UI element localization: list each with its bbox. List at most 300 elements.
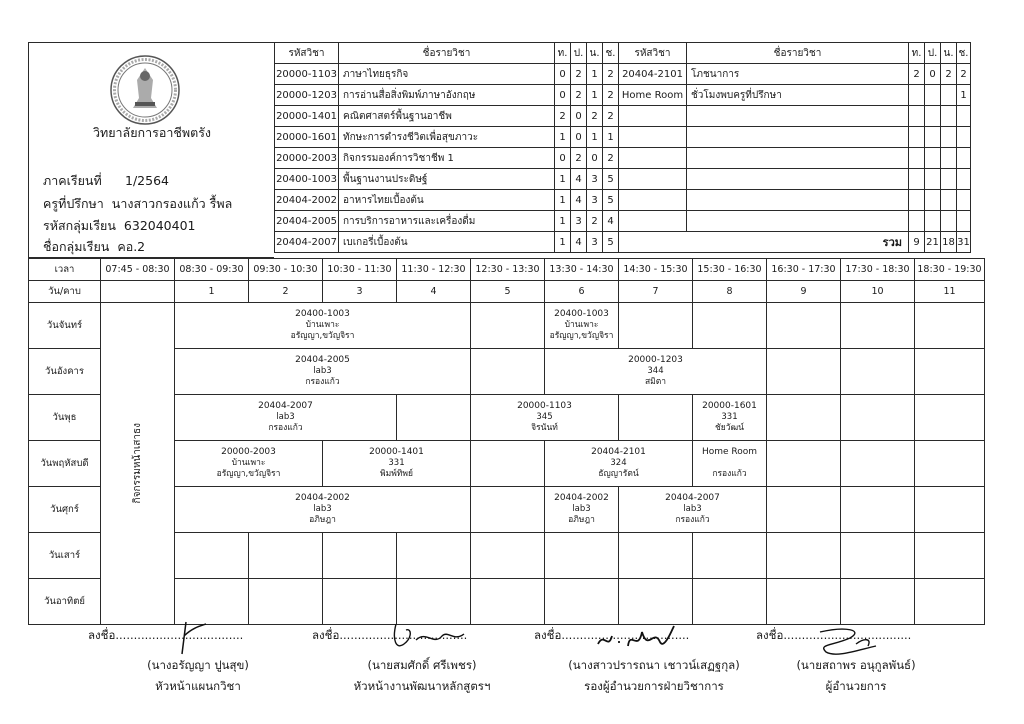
group-name-value: คอ.2 (117, 239, 146, 254)
period-number: 2 (249, 281, 323, 303)
class-code: 20404-2007 (665, 493, 720, 503)
subject-code: 20404-2007 (275, 232, 339, 253)
empty-cell (925, 211, 941, 232)
empty-slot (767, 579, 841, 625)
class-code: 20000-1601 (702, 401, 757, 411)
class-slot (175, 349, 471, 395)
header-n: น. (941, 43, 957, 64)
subject-name: ชั่วโมงพบครูที่ปรึกษา (687, 85, 909, 106)
subject-row (275, 85, 971, 106)
signature-line: ลงชื่อ................................... (312, 628, 468, 642)
class-info (323, 447, 470, 480)
class-room: บ้านเพาะ (564, 320, 599, 330)
subject-row (275, 232, 971, 253)
subject-n: 1 (587, 85, 603, 106)
empty-cell (957, 169, 971, 190)
signature-line: ลงชื่อ................................... (534, 628, 690, 642)
subject-h: 2 (603, 148, 619, 169)
subject-t: 2 (555, 106, 571, 127)
time-row (29, 259, 985, 281)
empty-slot (397, 579, 471, 625)
subject-p: 4 (571, 190, 587, 211)
class-room: lab3 (276, 412, 295, 422)
subject-code: 20000-1103 (275, 64, 339, 85)
handwritten-signature-1 (160, 618, 210, 658)
class-slot (545, 487, 619, 533)
class-teacher: กรองแก้ว (675, 515, 710, 525)
empty-slot (471, 303, 545, 349)
subject-row (275, 64, 971, 85)
subject-row (275, 169, 971, 190)
class-room: 331 (388, 458, 405, 468)
semester-label: ภาคเรียนที่ (43, 173, 102, 188)
class-slot (175, 303, 471, 349)
signer-position: หัวหน้างานพัฒนาหลักสูตรฯ (353, 679, 491, 693)
class-code: 20404-2005 (295, 355, 350, 365)
empty-slot (767, 533, 841, 579)
subject-code: 20404-2005 (275, 211, 339, 232)
time-slot: 07:45 - 08:30 (101, 259, 175, 281)
empty-slot (767, 395, 841, 441)
empty-cell (957, 106, 971, 127)
class-room: 331 (721, 412, 738, 422)
class-room: lab3 (313, 366, 332, 376)
class-room: 324 (610, 458, 627, 468)
class-code: 20000-1103 (517, 401, 572, 411)
subject-h: 2 (603, 85, 619, 106)
empty-cell (957, 127, 971, 148)
empty-cell (687, 190, 909, 211)
subject-row (275, 127, 971, 148)
period-number: 9 (767, 281, 841, 303)
empty-slot (693, 303, 767, 349)
subject-row (275, 148, 971, 169)
class-teacher: สมิตา (644, 377, 667, 387)
empty-slot (545, 533, 619, 579)
signature-line: ลงชื่อ................................... (756, 628, 912, 642)
class-room: lab3 (572, 504, 591, 514)
group-name-label: ชื่อกลุ่มเรียน (43, 239, 110, 254)
subject-code: 20000-2003 (275, 148, 339, 169)
empty-cell (925, 190, 941, 211)
period-label: วัน/คาบ (29, 281, 101, 303)
empty-slot (471, 441, 545, 487)
period-number: 1 (175, 281, 249, 303)
subject-name: การอ่านสื่อสิ่งพิมพ์ภาษาอังกฤษ (339, 85, 555, 106)
class-teacher: กรองแก้ว (712, 469, 747, 479)
subject-n: 1 (587, 64, 603, 85)
college-name: วิทยาลัยการอาชีพตรัง (92, 125, 212, 140)
empty-slot (841, 303, 915, 349)
class-info (545, 447, 692, 480)
empty-slot (841, 395, 915, 441)
empty-cell (619, 127, 687, 148)
handwritten-signature-3 (590, 622, 686, 658)
class-slot (471, 395, 619, 441)
subject-p: 0 (925, 64, 941, 85)
empty-cell (941, 127, 957, 148)
header-code: รหัสวิชา (619, 43, 687, 64)
empty-slot (841, 487, 915, 533)
header-t: ท. (555, 43, 571, 64)
subject-t: 2 (909, 64, 925, 85)
day-name: วันพุธ (29, 395, 101, 441)
empty-slot (471, 349, 545, 395)
semester-row (43, 171, 169, 191)
signature-line: ลงชื่อ................................... (88, 628, 244, 642)
class-code: 20404-2002 (295, 493, 350, 503)
signer-name: (นางอรัญญา ปูนสุข) (147, 658, 249, 672)
signer-position: หัวหน้าแผนกวิชา (155, 679, 241, 693)
class-info (545, 355, 766, 388)
handwritten-signature-4 (806, 624, 886, 660)
time-slot: 12:30 - 13:30 (471, 259, 545, 281)
empty-cell (909, 169, 925, 190)
class-code: Home Room (701, 447, 758, 457)
empty-slot (397, 533, 471, 579)
empty-slot (619, 303, 693, 349)
group-name-row (43, 237, 145, 257)
subject-n: 2 (587, 211, 603, 232)
day-name: วันเสาร์ (29, 533, 101, 579)
period-blank (101, 281, 175, 303)
timetable-grid (28, 258, 985, 625)
subject-n: 3 (587, 232, 603, 253)
period-number: 5 (471, 281, 545, 303)
empty-slot (915, 395, 985, 441)
signer-name: (นายสถาพร อนุกูลพันธ์) (796, 658, 916, 672)
subject-p: 3 (571, 211, 587, 232)
subject-t: 0 (555, 148, 571, 169)
empty-cell (957, 190, 971, 211)
subject-h: 2 (603, 106, 619, 127)
class-room: lab3 (683, 504, 702, 514)
subject-code: 20400-1003 (275, 169, 339, 190)
advisor-row (43, 194, 232, 214)
subject-h: 1 (603, 127, 619, 148)
class-teacher: อภิษฎา (309, 515, 336, 525)
empty-cell (925, 127, 941, 148)
day-name: วันศุกร์ (29, 487, 101, 533)
time-slot: 09:30 - 10:30 (249, 259, 323, 281)
class-code: 20400-1003 (295, 309, 350, 319)
subject-h: 5 (603, 169, 619, 190)
empty-cell (619, 190, 687, 211)
signer-position: ผู้อำนวยการ (825, 679, 887, 693)
class-code: 20000-1401 (369, 447, 424, 457)
class-info (175, 447, 322, 480)
class-teacher: กรองแก้ว (268, 423, 303, 433)
class-room: 345 (536, 412, 553, 422)
subject-h: 5 (603, 232, 619, 253)
empty-cell (941, 106, 957, 127)
subject-name: คณิตศาสตร์พื้นฐานอาชีพ (339, 106, 555, 127)
class-teacher: ธัญญารัตน์ (598, 469, 639, 479)
empty-cell (687, 148, 909, 169)
class-room: 344 (647, 366, 664, 376)
empty-slot (619, 533, 693, 579)
empty-cell (619, 169, 687, 190)
subject-p: 2 (571, 148, 587, 169)
empty-slot (175, 533, 249, 579)
empty-slot (915, 303, 985, 349)
subject-p: 2 (571, 64, 587, 85)
period-number: 10 (841, 281, 915, 303)
day-name: วันจันทร์ (29, 303, 101, 349)
subject-t: 1 (555, 127, 571, 148)
empty-cell (957, 211, 971, 232)
time-slot: 17:30 - 18:30 (841, 259, 915, 281)
subject-name: กิจกรรมองค์การวิชาชีพ 1 (339, 148, 555, 169)
day-row (29, 303, 985, 349)
subject-n (941, 85, 957, 106)
flag-activity-label: กิจกรรมหน้าเสาธง (132, 423, 143, 504)
empty-cell (687, 106, 909, 127)
subject-code: 20404-2002 (275, 190, 339, 211)
empty-slot (249, 533, 323, 579)
empty-slot (767, 487, 841, 533)
time-slot: 11:30 - 12:30 (397, 259, 471, 281)
class-info (693, 401, 766, 434)
class-slot (545, 303, 619, 349)
advisor-label: ครูที่ปรึกษา (43, 196, 104, 211)
signer-name: (นายสมศักดิ์ ศรีเพชร) (367, 658, 477, 672)
subject-t (909, 85, 925, 106)
class-info (175, 493, 470, 526)
subject-h: 5 (603, 190, 619, 211)
class-room (693, 458, 766, 469)
header-h: ช. (957, 43, 971, 64)
subject-n: 2 (941, 64, 957, 85)
subject-code: 20404-2101 (619, 64, 687, 85)
empty-cell (909, 190, 925, 211)
period-number: 8 (693, 281, 767, 303)
period-number: 6 (545, 281, 619, 303)
class-code: 20404-2101 (591, 447, 646, 457)
college-seal-icon (109, 54, 181, 126)
subject-h: 2 (957, 64, 971, 85)
header-t: ท. (909, 43, 925, 64)
empty-cell (925, 106, 941, 127)
subject-t: 0 (555, 64, 571, 85)
day-name: วันอาทิตย์ (29, 579, 101, 625)
empty-slot (471, 487, 545, 533)
total-label: รวม (619, 232, 909, 253)
subject-p: 0 (571, 127, 587, 148)
class-slot (619, 487, 767, 533)
empty-cell (941, 211, 957, 232)
class-code: 20404-2007 (258, 401, 313, 411)
class-slot (545, 441, 693, 487)
period-number: 7 (619, 281, 693, 303)
empty-cell (909, 127, 925, 148)
class-teacher: จิรนันท์ (531, 423, 558, 433)
class-slot (545, 349, 767, 395)
total-t: 9 (909, 232, 925, 253)
class-teacher: อภิษฎา (568, 515, 595, 525)
time-slot: 10:30 - 11:30 (323, 259, 397, 281)
class-info (545, 493, 618, 526)
header-n: น. (587, 43, 603, 64)
empty-slot (841, 441, 915, 487)
subject-row (275, 211, 971, 232)
period-number: 11 (915, 281, 985, 303)
class-teacher: อรัญญา,ขวัญจิรา (290, 331, 355, 341)
subject-name: การบริการอาหารและเครื่องดื่ม (339, 211, 555, 232)
subject-code: 20000-1601 (275, 127, 339, 148)
class-slot (175, 441, 323, 487)
empty-slot (841, 533, 915, 579)
header-h: ช. (603, 43, 619, 64)
empty-cell (619, 106, 687, 127)
subject-p: 2 (571, 85, 587, 106)
empty-slot (693, 579, 767, 625)
empty-cell (687, 211, 909, 232)
class-room: บ้านเพาะ (231, 458, 266, 468)
empty-cell (909, 148, 925, 169)
class-info-box (28, 42, 274, 258)
header-name: ชื่อรายวิชา (339, 43, 555, 64)
subject-name: อาหารไทยเบื้องต้น (339, 190, 555, 211)
day-name: วันพฤหัสบดี (29, 441, 101, 487)
time-slot: 15:30 - 16:30 (693, 259, 767, 281)
subject-n: 0 (587, 148, 603, 169)
time-slot: 18:30 - 19:30 (915, 259, 985, 281)
empty-slot (915, 441, 985, 487)
empty-slot (619, 579, 693, 625)
empty-slot (841, 349, 915, 395)
advisor-value: นางสาวกรองแก้ว รื้พล (111, 196, 233, 211)
class-teacher: อรัญญา,ขวัญจิรา (216, 469, 281, 479)
class-code: 20000-1203 (628, 355, 683, 365)
class-code: 20000-2003 (221, 447, 276, 457)
class-slot (693, 395, 767, 441)
header-p: ป. (925, 43, 941, 64)
subject-name: เบเกอรี่เบื้องต้น (339, 232, 555, 253)
subject-p: 4 (571, 169, 587, 190)
empty-cell (925, 148, 941, 169)
empty-slot (323, 533, 397, 579)
time-label: เวลา (29, 259, 101, 281)
group-code-value: 632040401 (123, 218, 196, 233)
subject-code: Home Room (619, 85, 687, 106)
class-code: 20400-1003 (554, 309, 609, 319)
semester-value: 1/2564 (125, 173, 169, 188)
subject-code: 20000-1401 (275, 106, 339, 127)
subject-table (274, 42, 971, 253)
class-room: lab3 (313, 504, 332, 514)
subject-n: 1 (587, 127, 603, 148)
total-n: 18 (941, 232, 957, 253)
empty-slot (915, 579, 985, 625)
empty-slot (545, 579, 619, 625)
class-info (175, 355, 470, 388)
subject-p: 4 (571, 232, 587, 253)
subject-name: โภชนาการ (687, 64, 909, 85)
subject-t: 0 (555, 85, 571, 106)
time-slot: 08:30 - 09:30 (175, 259, 249, 281)
empty-slot (619, 395, 693, 441)
time-slot: 14:30 - 15:30 (619, 259, 693, 281)
time-slot: 16:30 - 17:30 (767, 259, 841, 281)
empty-slot (693, 533, 767, 579)
class-info (471, 401, 618, 434)
subject-n: 3 (587, 190, 603, 211)
empty-slot (249, 579, 323, 625)
time-slot: 13:30 - 14:30 (545, 259, 619, 281)
header-code: รหัสวิชา (275, 43, 339, 64)
subject-n: 2 (587, 106, 603, 127)
subject-row (275, 106, 971, 127)
class-room: บ้านเพาะ (305, 320, 340, 330)
subject-t: 1 (555, 190, 571, 211)
class-code: 20404-2002 (554, 493, 609, 503)
day-name: วันอังคาร (29, 349, 101, 395)
empty-cell (909, 211, 925, 232)
empty-cell (941, 169, 957, 190)
empty-slot (767, 303, 841, 349)
empty-slot (767, 349, 841, 395)
header-section (28, 42, 990, 258)
empty-cell (941, 190, 957, 211)
subject-n: 3 (587, 169, 603, 190)
class-teacher: พิมพ์ทิพย์ (380, 469, 413, 479)
period-number: 3 (323, 281, 397, 303)
class-teacher: กรองแก้ว (305, 377, 340, 387)
subject-name: ภาษาไทยธุรกิจ (339, 64, 555, 85)
empty-cell (957, 148, 971, 169)
subject-t: 1 (555, 232, 571, 253)
subject-name: ทักษะการดำรงชีวิตเพื่อสุขภาวะ (339, 127, 555, 148)
header-name: ชื่อรายวิชา (687, 43, 909, 64)
class-info (619, 493, 766, 526)
schedule-sheet (28, 42, 990, 627)
empty-slot (471, 533, 545, 579)
empty-cell (619, 211, 687, 232)
class-info (545, 309, 618, 342)
period-row (29, 281, 985, 303)
subject-code: 20000-1203 (275, 85, 339, 106)
class-slot (175, 395, 397, 441)
subject-t: 1 (555, 169, 571, 190)
empty-slot (915, 533, 985, 579)
class-teacher: อรัญญา,ขวัญจิรา (549, 331, 614, 341)
empty-slot (915, 349, 985, 395)
class-info (693, 447, 766, 480)
empty-slot (397, 395, 471, 441)
empty-cell (619, 148, 687, 169)
empty-cell (941, 148, 957, 169)
signer-name: (นางสาวปรารถนา เชาวน์เสฏฐกุล) (568, 658, 740, 672)
class-slot (693, 441, 767, 487)
subject-p (925, 85, 941, 106)
empty-cell (909, 106, 925, 127)
group-code-row (43, 216, 196, 236)
empty-slot (767, 441, 841, 487)
empty-cell (687, 127, 909, 148)
empty-slot (841, 579, 915, 625)
class-slot (323, 441, 471, 487)
subject-t: 1 (555, 211, 571, 232)
subject-p: 0 (571, 106, 587, 127)
flag-activity-cell (101, 303, 175, 625)
subject-row (275, 190, 971, 211)
header-p: ป. (571, 43, 587, 64)
class-slot (175, 487, 471, 533)
subject-h: 2 (603, 64, 619, 85)
period-number: 4 (397, 281, 471, 303)
empty-slot (323, 579, 397, 625)
